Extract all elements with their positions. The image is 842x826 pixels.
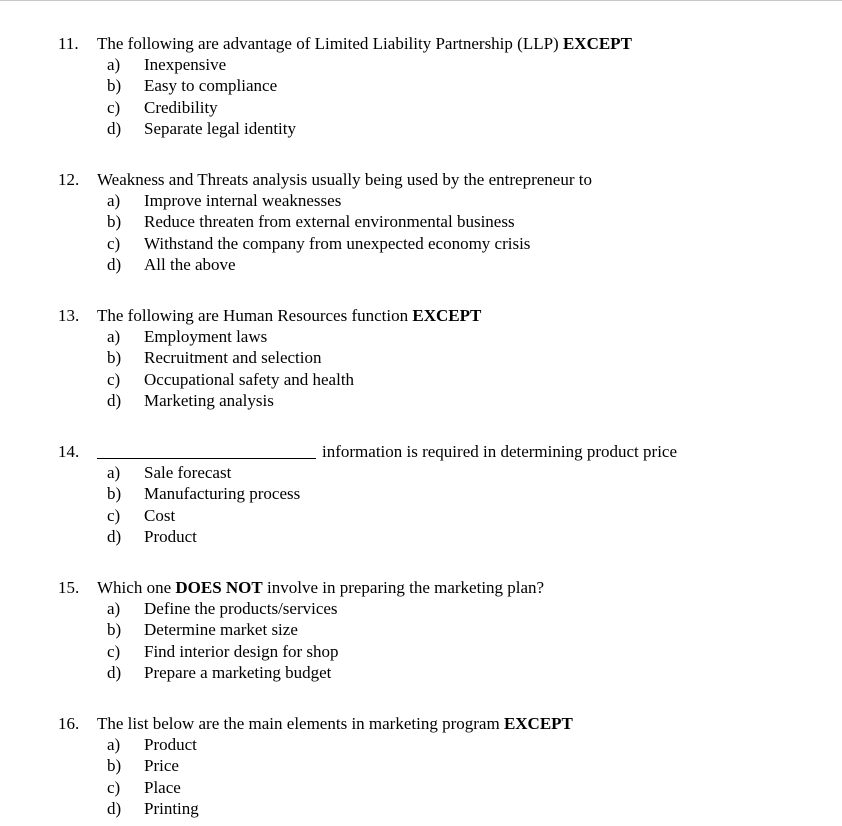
option-a bbox=[0, 54, 842, 75]
option-c bbox=[0, 777, 842, 798]
option-text: Improve internal weaknesses bbox=[144, 191, 342, 210]
option-d bbox=[0, 254, 842, 275]
option-c bbox=[0, 641, 842, 662]
question-number: 11. bbox=[58, 34, 79, 53]
option-text: Product bbox=[144, 527, 197, 547]
option-letter: c) bbox=[107, 369, 121, 389]
question-emphasis: EXCEPT bbox=[562, 34, 632, 53]
option-text: Occupational safety and health bbox=[144, 369, 355, 389]
question-number: 15. bbox=[58, 578, 80, 597]
option-c bbox=[0, 233, 842, 254]
option-letter: a) bbox=[107, 735, 121, 754]
question-text: The following are Human Resources function EXCEPT bbox=[97, 306, 482, 325]
fill-in-blank-line bbox=[97, 458, 316, 459]
option-text: Recruitment and selection bbox=[144, 348, 322, 368]
option-letter: c) bbox=[107, 505, 121, 525]
question-11 bbox=[0, 33, 842, 140]
question-number: 14. bbox=[58, 442, 80, 461]
option-d bbox=[0, 798, 842, 819]
option-text: Price bbox=[144, 756, 179, 776]
option-letter: b) bbox=[107, 620, 122, 640]
option-letter: d) bbox=[107, 255, 122, 275]
option-letter: d) bbox=[107, 391, 122, 411]
option-letter: d) bbox=[107, 663, 122, 683]
option-a bbox=[0, 190, 842, 211]
option-a bbox=[0, 734, 842, 755]
option-letter: a) bbox=[107, 55, 121, 74]
option-a bbox=[0, 462, 842, 483]
option-letter: a) bbox=[107, 599, 121, 618]
option-c bbox=[0, 505, 842, 526]
question-emphasis: EXCEPT bbox=[412, 306, 482, 325]
option-text: Manufacturing process bbox=[144, 484, 301, 504]
option-letter: d) bbox=[107, 119, 122, 139]
option-text: All the above bbox=[144, 255, 236, 275]
option-text: Printing bbox=[144, 799, 199, 819]
option-text: Inexpensive bbox=[144, 55, 227, 74]
option-c bbox=[0, 369, 842, 390]
option-letter: a) bbox=[107, 191, 121, 210]
question-text: information is required in determining product price bbox=[322, 442, 678, 461]
option-letter: b) bbox=[107, 756, 122, 776]
option-b bbox=[0, 755, 842, 776]
option-text: Easy to compliance bbox=[144, 76, 278, 96]
option-text: Define the products/services bbox=[144, 599, 338, 618]
option-text: Cost bbox=[144, 505, 176, 525]
option-text: Find interior design for shop bbox=[144, 641, 339, 661]
option-b bbox=[0, 75, 842, 96]
question-stem bbox=[0, 713, 842, 734]
option-a bbox=[0, 598, 842, 619]
option-text: Place bbox=[144, 777, 181, 797]
question-number: 13. bbox=[58, 306, 80, 325]
option-c bbox=[0, 97, 842, 118]
question-text: The list below are the main elements in marketing program EXCEPT bbox=[97, 714, 573, 733]
option-letter: c) bbox=[107, 97, 121, 117]
option-text: Determine market size bbox=[144, 620, 298, 640]
option-d bbox=[0, 662, 842, 683]
question-stem bbox=[0, 169, 842, 190]
question-stem bbox=[0, 577, 842, 598]
option-b bbox=[0, 483, 842, 504]
question-emphasis: DOES NOT bbox=[175, 578, 263, 597]
option-letter: d) bbox=[107, 799, 122, 819]
question-emphasis: EXCEPT bbox=[503, 714, 573, 733]
option-text: Reduce threaten from external environmental business bbox=[144, 212, 515, 232]
question-stem bbox=[0, 305, 842, 326]
option-a bbox=[0, 326, 842, 347]
option-letter: d) bbox=[107, 527, 122, 547]
option-letter: b) bbox=[107, 484, 122, 504]
option-letter: c) bbox=[107, 233, 121, 253]
question-stem bbox=[0, 33, 842, 54]
question-number: 16. bbox=[58, 714, 80, 733]
question-stem bbox=[0, 441, 842, 462]
option-letter: a) bbox=[107, 327, 121, 346]
option-b bbox=[0, 347, 842, 368]
option-letter: b) bbox=[107, 348, 122, 368]
option-text: Credibility bbox=[144, 97, 218, 117]
question-15 bbox=[0, 577, 842, 684]
question-text: The following are advantage of Limited Liability Partnership (LLP) EXCEPT bbox=[97, 34, 632, 53]
option-letter: b) bbox=[107, 76, 122, 96]
option-letter: c) bbox=[107, 641, 121, 661]
question-13 bbox=[0, 305, 842, 412]
option-d bbox=[0, 526, 842, 547]
question-text: Which one DOES NOT involve in preparing the marketing plan? bbox=[97, 578, 545, 597]
option-b bbox=[0, 619, 842, 640]
option-text: Withstand the company from unexpected economy crisis bbox=[144, 233, 531, 253]
option-d bbox=[0, 118, 842, 139]
option-letter: b) bbox=[107, 212, 122, 232]
option-b bbox=[0, 211, 842, 232]
question-number: 12. bbox=[58, 170, 80, 189]
option-text: Separate legal identity bbox=[144, 119, 296, 139]
option-letter: a) bbox=[107, 463, 121, 482]
question-text: Weakness and Threats analysis usually being used by the entrepreneur to bbox=[97, 170, 592, 189]
question-16 bbox=[0, 713, 842, 820]
option-text: Marketing analysis bbox=[144, 391, 274, 411]
option-text: Product bbox=[144, 735, 197, 754]
option-letter: c) bbox=[107, 777, 121, 797]
option-text: Employment laws bbox=[144, 327, 268, 346]
top-border bbox=[0, 0, 842, 1]
option-text: Sale forecast bbox=[144, 463, 232, 482]
question-14 bbox=[0, 441, 842, 548]
question-12 bbox=[0, 169, 842, 276]
option-d bbox=[0, 390, 842, 411]
option-text: Prepare a marketing budget bbox=[144, 663, 332, 683]
